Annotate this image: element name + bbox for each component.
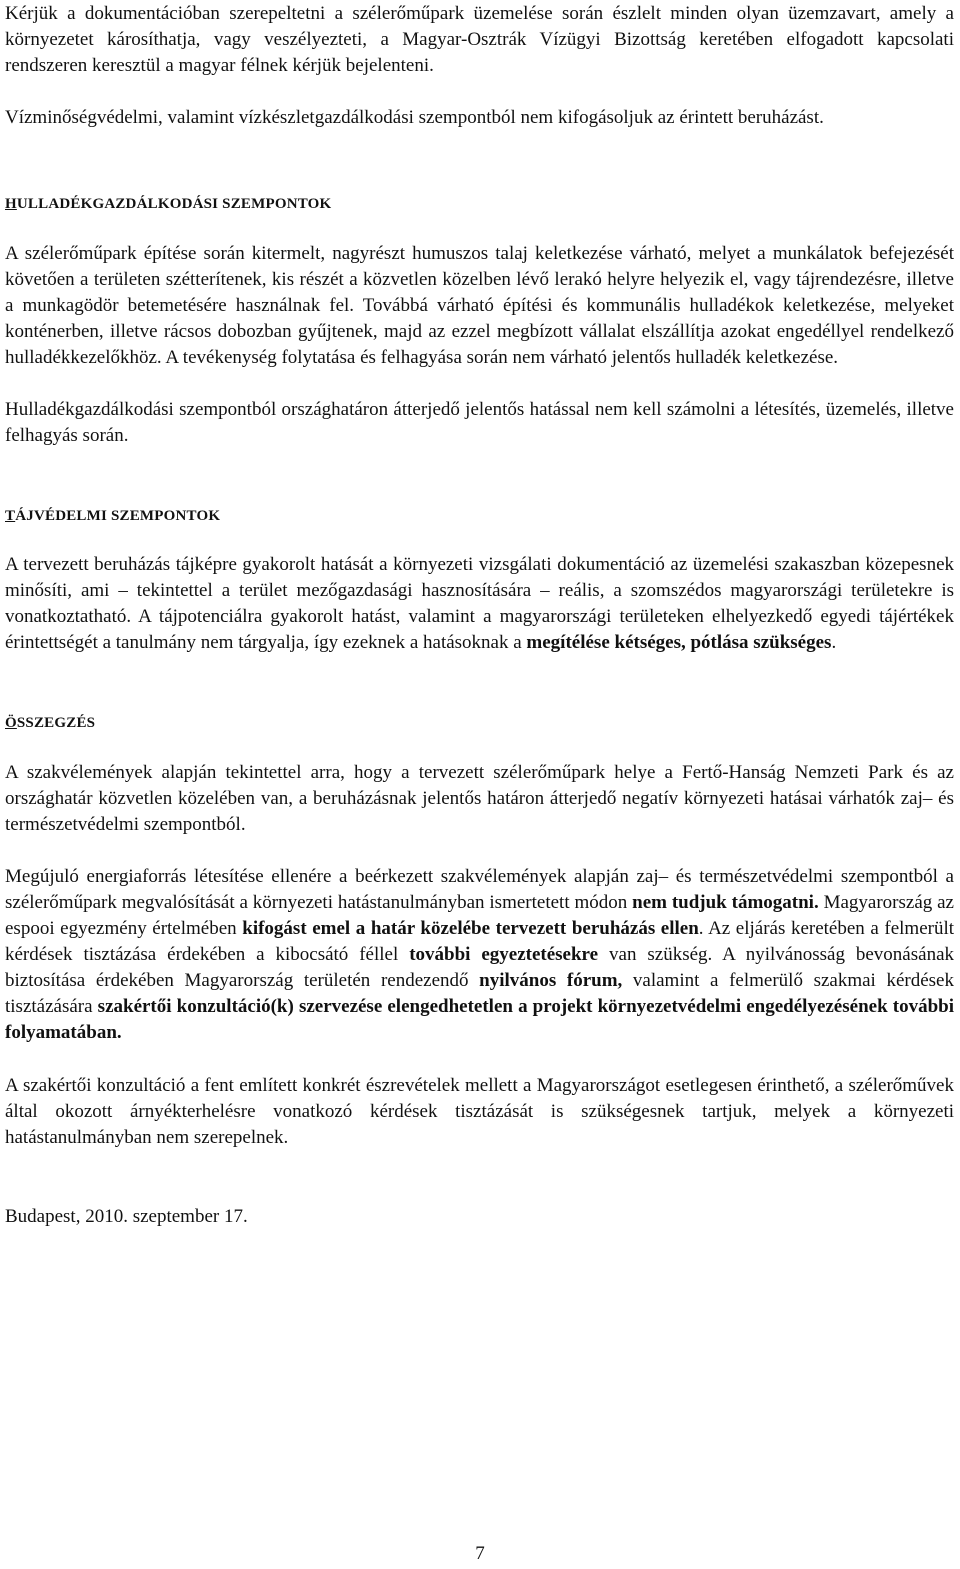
landscape-section-heading xyxy=(5,503,954,529)
summary-section-heading xyxy=(5,710,954,736)
landscape-paragraph xyxy=(5,552,954,656)
waste-section-heading xyxy=(5,191,954,217)
summary-p2-public-forum: nyilvános fórum, xyxy=(479,970,623,991)
landscape-end: . xyxy=(831,632,837,653)
summary-paragraph-3: A szakértői konzultáció a fent említett konkrét észrevételek mellett a Magyarországot esetlegesen érinthető, a szélerőművek által okozott árnyékterhelésre vonatkozó kérdések tisztázását is szükségesnek tartjuk, melyek a környezeti hatástanulmányban nem szerepelnek. xyxy=(5,1075,954,1148)
summary-p2-part-g: van szükség. A nyilvánosság bevonásának biztosítása érdekében Magyarország területén rendezendő xyxy=(5,944,954,991)
landscape-emphasis: megítélése kétséges, pótlása szükséges xyxy=(526,632,832,653)
summary-p2-further-consultation: további egyeztetésekre xyxy=(409,944,599,965)
place-and-date: Budapest, 2010. szeptember 17. xyxy=(5,1206,248,1227)
summary-heading-rest: SSZEGZÉS xyxy=(16,715,96,731)
waste-paragraph-1: A szélerőműpark építése során kitermelt, nagyrészt humuszos talaj keletkezése várható, melyet a munkálatok befejezését követően a területen szétterítenek, kis részét a közvetlen közelben lévő lerakó helyre helyezik el, vagy tájrendezésre, illetve a munkagödör betemetésére használnak fel. Továbbá várható építési és kommunális hulladékok keletkezése, melyeket konténerben, illetve rácsos dobozban gyűjtenek, majd az ezzel megbízott vállalat elszállítja azokat engedéllyel rendelkező hulladékkezelőkhöz. A tevékenység folytatása és felhagyása során nem várható jelentős hulladék keletkezése. xyxy=(5,243,954,368)
landscape-heading-rest: ÁJVÉDELMI SZEMPONTOK xyxy=(15,508,221,524)
summary-p2-expert-consultation: szakértői konzultáció(k) szervezése elengedhetetlen a projekt környezetvédelmi engedélyezésének további folyamatában. xyxy=(5,996,954,1043)
landscape-heading-initial: T xyxy=(5,508,16,524)
waste-heading-initial: H xyxy=(5,196,17,212)
summary-p2-objection: kifogást emel a határ közelébe tervezett beruházás ellen xyxy=(242,918,699,939)
intro-paragraph-water: Vízminőségvédelmi, valamint vízkészletgazdálkodási szempontból nem kifogásoljuk az érintett beruházást. xyxy=(5,107,824,128)
waste-heading-rest: ULLADÉKGAZDÁLKODÁSI SZEMPONTOK xyxy=(16,196,332,212)
summary-p2-part-c: Magyarország az espooi egyezmény értelmében xyxy=(5,892,954,939)
document-page xyxy=(5,0,954,1230)
summary-p2-part-e: . Az eljárás keretében a felmerült kérdések tisztázása érdekében a kibocsátó féllel xyxy=(5,918,955,965)
intro-paragraph-reporting: Kérjük a dokumentációban szerepeltetni a szélerőműpark üzemelése során észlelt minden olyan üzemzavart, amely a környezetet károsíthatja, vagy veszélyezteti, a Magyar-Osztrák Vízügyi Bizottság keretében elfogadott kapcsolati rendszeren keresztül a magyar félnek kérjük bejelenteni. xyxy=(5,3,954,76)
waste-paragraph-2: Hulladékgazdálkodási szempontból országhatáron átterjedő jelentős hatással nem kell számolni a létesítés, üzemelés, illetve felhagyás során. xyxy=(5,399,954,446)
summary-heading-initial: Ö xyxy=(5,715,17,731)
summary-p2-part-a: Megújuló energiaforrás létesítése ellenére a beérkezett szakvélemények alapján zaj– és természetvédelmi szempontból a szélerőműpark megvalósítását a környezeti hatástanulmányban ismertetett módon xyxy=(5,866,954,913)
summary-p2-part-i: valamint a felmerülő szakmai kérdések tisztázására xyxy=(5,970,954,1017)
page-number: 7 xyxy=(475,1543,485,1564)
summary-paragraph-1: A szakvélemények alapján tekintettel arra, hogy a tervezett szélerőműpark helye a Fertő-Hanság Nemzeti Park és az országhatár közvetlen közelében van, a beruházásnak jelentős határon átterjedő negatív környezeti hatásai várhatók zaj– és természetvédelmi szempontból. xyxy=(5,762,954,835)
summary-p2-not-supported: nem tudjuk támogatni. xyxy=(632,892,819,913)
summary-paragraph-2 xyxy=(5,864,954,1046)
landscape-text: A tervezett beruházás tájképre gyakorolt hatását a környezeti vizsgálati dokumentáció az üzemelési szakaszban közepesnek minősíti, ami – tekintettel a terület mezőgazdasági hasznosítására – reális, a szomszédos magyarországi területekre is vonatkoztatható. A tájpotenciálra gyakorolt hatást, valamint a magyarországi területeken elhelyezkedő egyedi tájértékek érintettségét a tanulmány nem tárgyalja, így ezeknek a hatásoknak a xyxy=(5,554,954,653)
